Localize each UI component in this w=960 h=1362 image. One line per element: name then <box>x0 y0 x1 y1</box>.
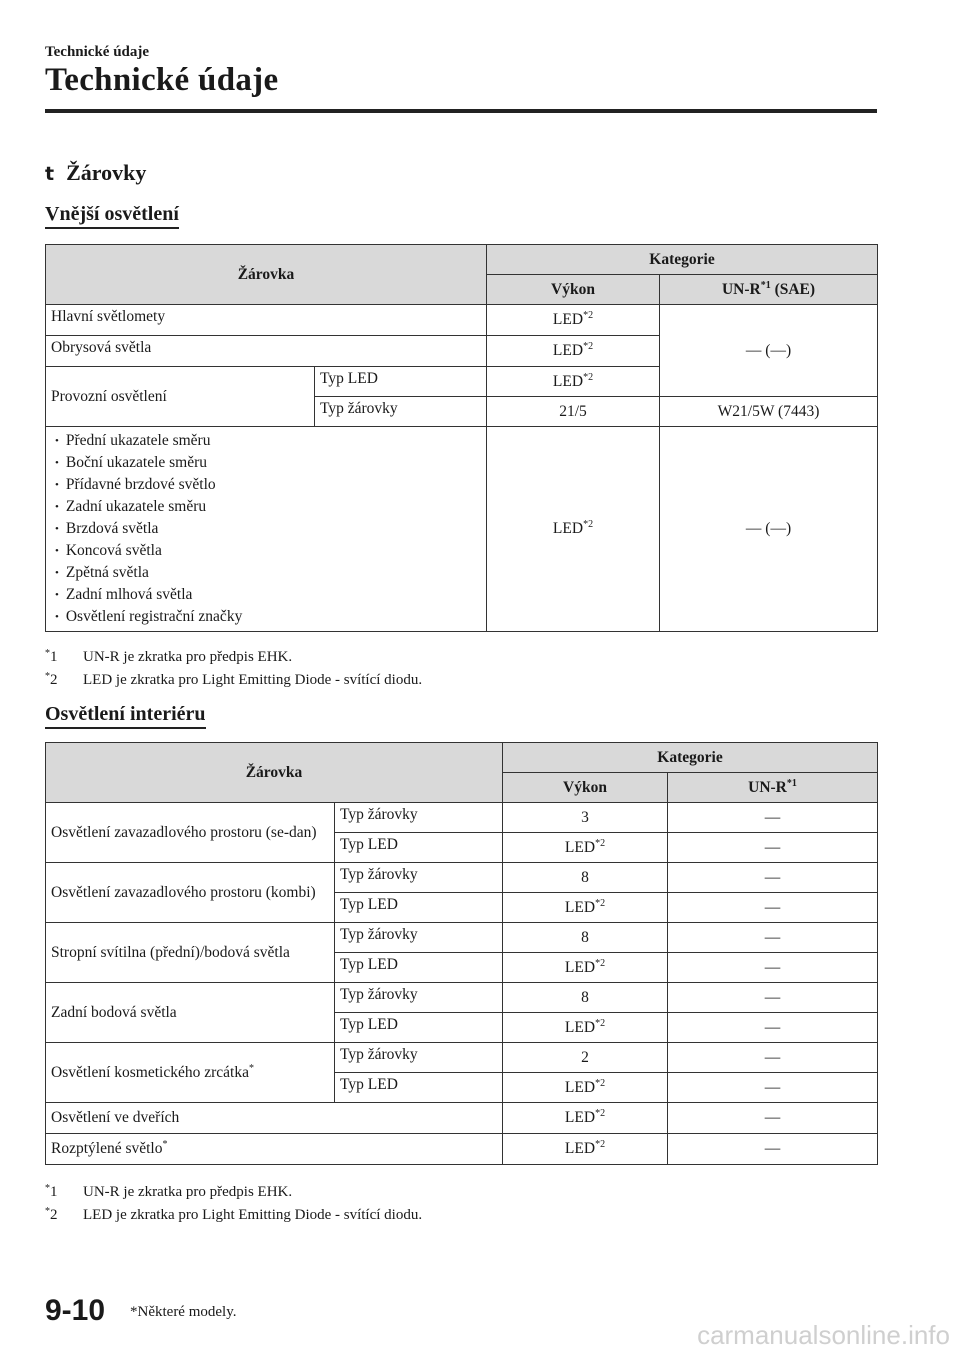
exterior-footnotes <box>45 646 422 692</box>
list-item: • Zadní ukazatele směru <box>51 496 481 518</box>
list-item: • Osvětlení registrační značky <box>51 606 481 628</box>
signal-lights-list <box>51 430 481 628</box>
table-row: Osvětlení ve dveřích LED$^{*2}$ — <box>46 1103 878 1134</box>
interior-table-body <box>46 803 878 1165</box>
table-row: Typ LED LED$^{*2}$ — <box>46 833 878 863</box>
table-row: Typ žárovky 21/5 W21/5W (7443) <box>46 397 878 427</box>
table-row: Obrysová světla LED$^{*2}$ <box>46 336 878 367</box>
col-category: Kategorie <box>503 743 878 773</box>
col-power: Výkon <box>503 773 668 803</box>
footnote: *2 LED je zkratka pro Light Emitting Diode - svítící diodu. <box>45 1206 423 1223</box>
merged-unr-cell: — (—) <box>660 305 878 397</box>
footnote: *2 LED je zkratka pro Light Emitting Diode - svítící diodu. <box>45 671 423 688</box>
col-bulb: Žárovka <box>46 743 503 803</box>
list-item: • Přední ukazatele směru <box>51 430 481 452</box>
table-row: Provozní osvětlení Typ LED LED$^{*2}$ <box>46 367 878 397</box>
list-item: • Zpětná světla <box>51 562 481 584</box>
col-bulb: Žárovka <box>46 245 487 305</box>
table-row: Typ LED LED$^{*2}$ — <box>46 893 878 923</box>
col-category: Kategorie <box>487 245 878 275</box>
list-item: • Brzdová světla <box>51 518 481 540</box>
header-rule <box>45 109 877 113</box>
list-item: • Přídavné brzdové světlo <box>51 474 481 496</box>
table-row: Osvětlení kosmetického zrcátka* Typ žárovky 2 — <box>46 1043 878 1073</box>
section-title <box>45 160 146 186</box>
table-row: • Přední ukazatele směru • Boční ukazatele směru • Přídavné brzdové světlo • Zadní ukazatele směru • Brzdová světla • Koncová světla • Zpětná světla • Zadní mlhová světla • Osvětlení registrační značky LED$^{*2}$ — (—) <box>46 427 878 632</box>
col-power: Výkon <box>487 275 660 305</box>
interior-table <box>45 742 878 1165</box>
table-row: Typ LED LED$^{*2}$ — <box>46 953 878 983</box>
footnote: *1 UN-R je zkratka pro předpis EHK. <box>45 1183 293 1200</box>
table-row: Osvětlení zavazadlového prostoru (kombi) Typ žárovky 8 — <box>46 863 878 893</box>
page-note: *Některé modely. <box>130 1304 237 1320</box>
table-row: Typ LED LED$^{*2}$ — <box>46 1073 878 1103</box>
table-row: Zadní bodová světla Typ žárovky 8 — <box>46 983 878 1013</box>
chapter-title: Technické údaje <box>45 62 279 98</box>
interior-footnotes <box>45 1181 422 1227</box>
interior-title: Osvětlení interiéru <box>45 703 206 729</box>
list-item: • Boční ukazatele směru <box>51 452 481 474</box>
table-row: Osvětlení zavazadlového prostoru (se-dan) Typ žárovky 3 — <box>46 803 878 833</box>
watermark: carmanualsonline.info <box>697 1320 950 1350</box>
page-number: 9-10 <box>45 1294 106 1327</box>
table-row: Hlavní světlomety LED$^{*2}$ — (—) <box>46 305 878 336</box>
table-row: Typ LED LED$^{*2}$ — <box>46 1013 878 1043</box>
list-item: • Koncová světla <box>51 540 481 562</box>
table-row: Rozptýlené světlo* LED$^{*2}$ — <box>46 1134 878 1165</box>
exterior-table <box>45 244 878 632</box>
col-unr: $UN-R^{*1}$ <box>668 773 878 803</box>
exterior-title: Vnější osvětlení <box>45 203 179 229</box>
list-item: • Zadní mlhová světla <box>51 584 481 606</box>
running-header: Technické údaje <box>45 44 150 60</box>
footnote: *1 UN-R je zkratka pro předpis EHK. <box>45 648 293 665</box>
col-unr: $UN-R^{*1}$ (SAE) <box>660 275 878 305</box>
section-bullet-icon: t <box>45 163 55 185</box>
table-row: Stropní svítilna (přední)/bodová světla Typ žárovky 8 — <box>46 923 878 953</box>
section-title-text: Žárovky <box>66 160 147 185</box>
